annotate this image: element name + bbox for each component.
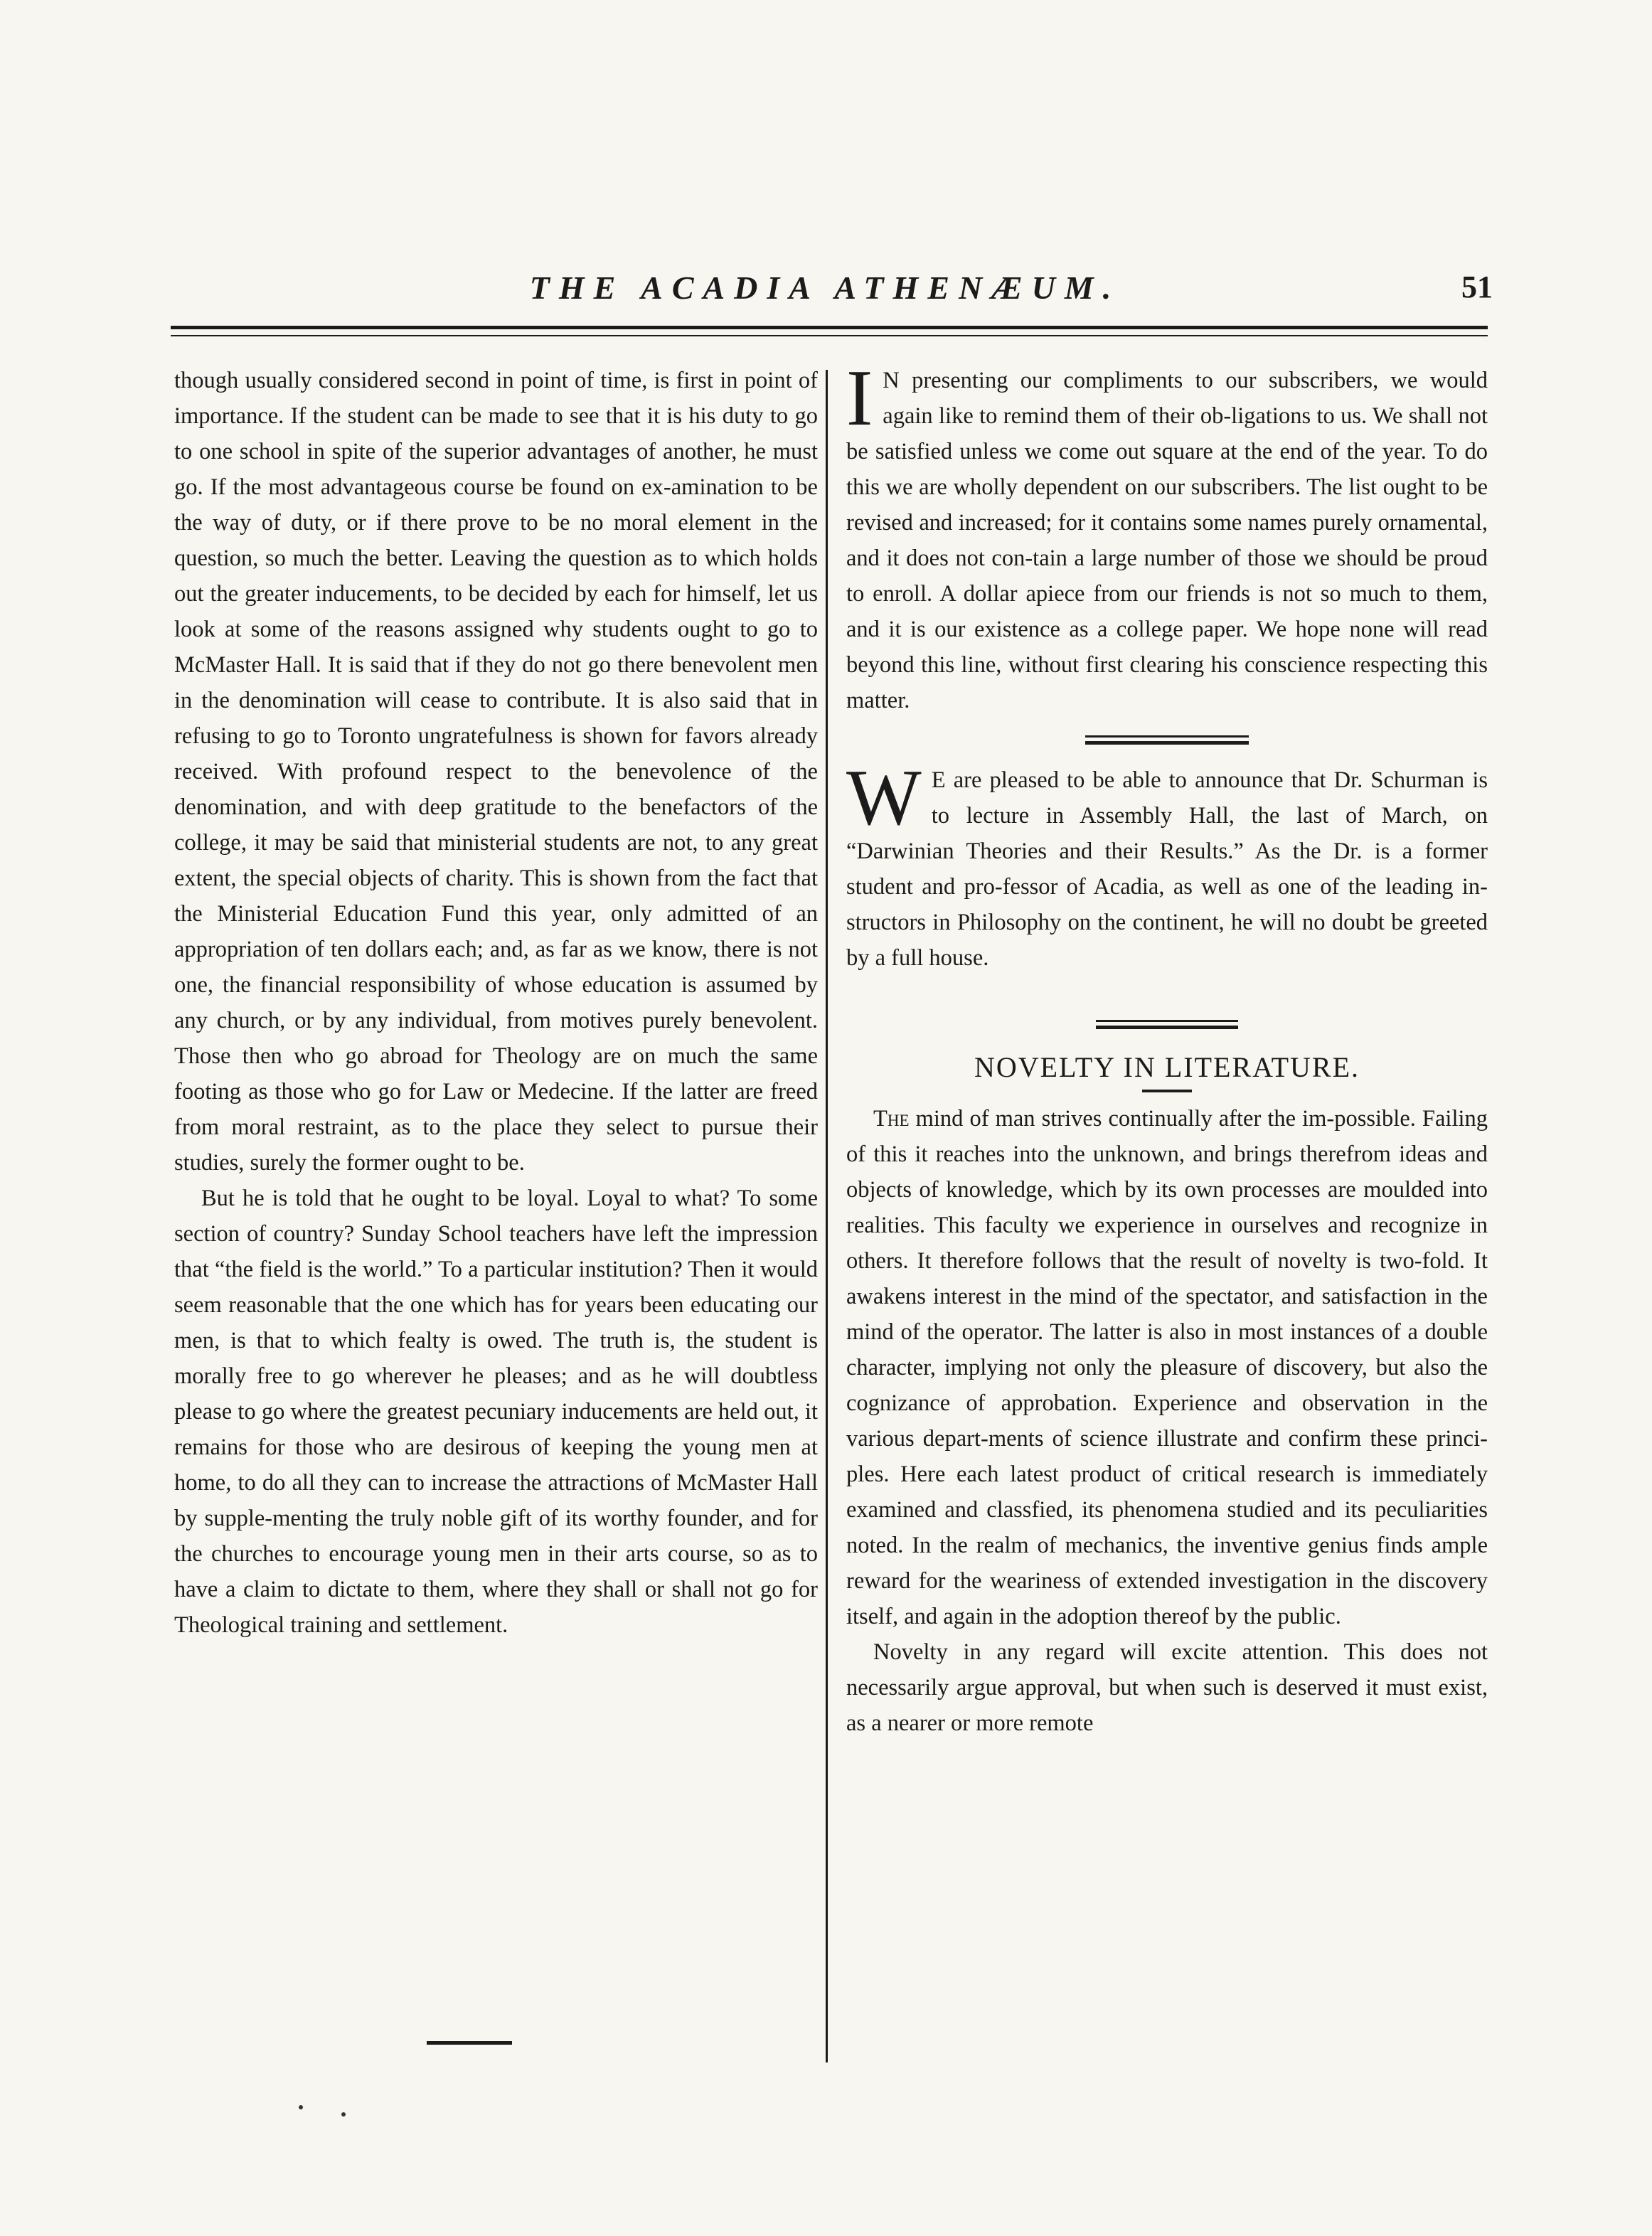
running-head [0, 269, 1652, 312]
left-paragraph-2: But he is told that he ought to be loyal. Loyal to what? To some section of country? Sunday School teachers have left the impression that “the field is the world.” To a particular institution? Then it would seem reasonable that the one which has for years been educating our men, is that to which fealty is owed. The truth is, the student is morally free to go wherever he pleases; and as he will doubtless please to go where the greatest pecuniary inducements are held out, it remains for those who are desirous of keeping the young men at home, to do all they can to increase the attractions of McMaster Hall by supple-menting the truly noble gift of its worthy founder, and for the churches to encourage young men in their arts course, so as to have a claim to dictate to them, where they shall or shall not go for Theological training and settlement. [174, 1186, 818, 1638]
lecture-text: E are pleased to be able to announce that Dr. Schurman is to lecture in Assembly Hall, the last of March, on “Darwinian Theories and their Results.” As the Dr. is a former student and pro-fessor of Acadia, as well as one of the leading in-structors in Philosophy on the continent, he will no doubt be greeted by a full house. [846, 767, 1488, 971]
subscribers-text: N presenting our compliments to our subscribers, we would again like to remind them of their ob-ligations to us. We shall not be satisfied unless we come out square at the end of the year. To do this we are wholly dependent on our subscribers. The list ought to be revised and increased; for it contains some names purely ornamental, and it does not con-tain a large number of those we should be proud to enroll. A dollar apiece from our friends is not so much to them, and it is our existence as a college paper. We hope none will read beyond this line, without first clearing his conscience respecting this matter. [846, 368, 1488, 713]
article-lead-word: The [873, 1106, 910, 1132]
article-paragraph-1 [846, 1101, 1488, 1634]
header-rule-thick [171, 326, 1488, 329]
page-number: 51 [1461, 270, 1493, 304]
ornamental-rule-2 [1096, 1018, 1238, 1031]
left-column [174, 363, 818, 1643]
subscribers-dropcap: I [846, 354, 873, 442]
right-column [846, 354, 1488, 1741]
header-rule [171, 326, 1488, 336]
article-heading: NOVELTY IN LITERATURE. [974, 1051, 1360, 1083]
left-column-end-rule [427, 2041, 512, 2045]
column-divider [826, 370, 828, 2062]
lecture-notice [846, 754, 1488, 976]
running-title: THE ACADIA ATHENÆUM. [529, 270, 1121, 306]
article-paragraph-2: Novelty in any regard will excite attention. This does not necessarily argue approval, but when such is deserved it must exist, as a nearer or more remote [846, 1639, 1488, 1736]
ornamental-rule-1 [1085, 734, 1249, 747]
left-paragraph-1: though usually considered second in point of time, is first in point of importance. If the student can be made to see that it is his duty to go to one school in spite of the superior advantages of another, he must go. If the most advantageous course be found on ex-amination to be the way of duty, or if there prove to be no moral element in the question, so much the better. Leaving the question as to which holds out the greater inducements, to be decided by each for himself, let us look at some of the reasons assigned why students ought to go to McMaster Hall. It is said that if they do not go there benevolent men in the denomination will cease to contribute. It is also said that in refusing to go to Toronto ungratefulness is shown for favors already received. With profound respect to the benevolence of the denomination, and with deep gratitude to the benefactors of the college, it may be said that ministerial students are not, to any great extent, the special objects of charity. This is shown from the fact that the Ministerial Education Fund this year, only admitted of an appropriation of ten dollars each; and, as far as we know, there is not one, the financial responsibility of whose education is assumed by any church, or by any individual, from motives purely benevolent. Those then who go abroad for Theology are on much the same footing as those who go for Law or Medecine. If the latter are freed from moral restraint, as to the place they select to pursue their studies, surely the former ought to be. [174, 368, 818, 1176]
header-rule-thin [171, 335, 1488, 336]
lecture-dropcap: W [846, 754, 922, 842]
article-paragraph-1-text: mind of man strives continually after the im-possible. Failing of this it reaches into the unknown, and brings therefrom ideas and objects of knowledge, which by its own processes are moulded into realities. This faculty we experience in ourselves and recognize in others. It therefore follows that the result of novelty is two-fold. It awakens interest in the mind of the spectator, and satisfaction in the mind of the operator. The latter is also in most instances of a double character, implying not only the pleasure of discovery, but also the cognizance of approbation. Experience and observation in the various depart-ments of science illustrate and confirm these princi-ples. Here each latest product of critical research is immediately examined and classfied, its phenomena studied and its peculiarities noted. In the realm of mechanics, the inventive genius finds ample reward for the weariness of extended investigation in the discovery itself, and again in the adoption thereof by the public. [846, 1106, 1488, 1629]
speck [341, 2112, 346, 2117]
speck [299, 2105, 303, 2109]
subscribers-notice [846, 354, 1488, 718]
article-heading-underline [1142, 1090, 1192, 1092]
